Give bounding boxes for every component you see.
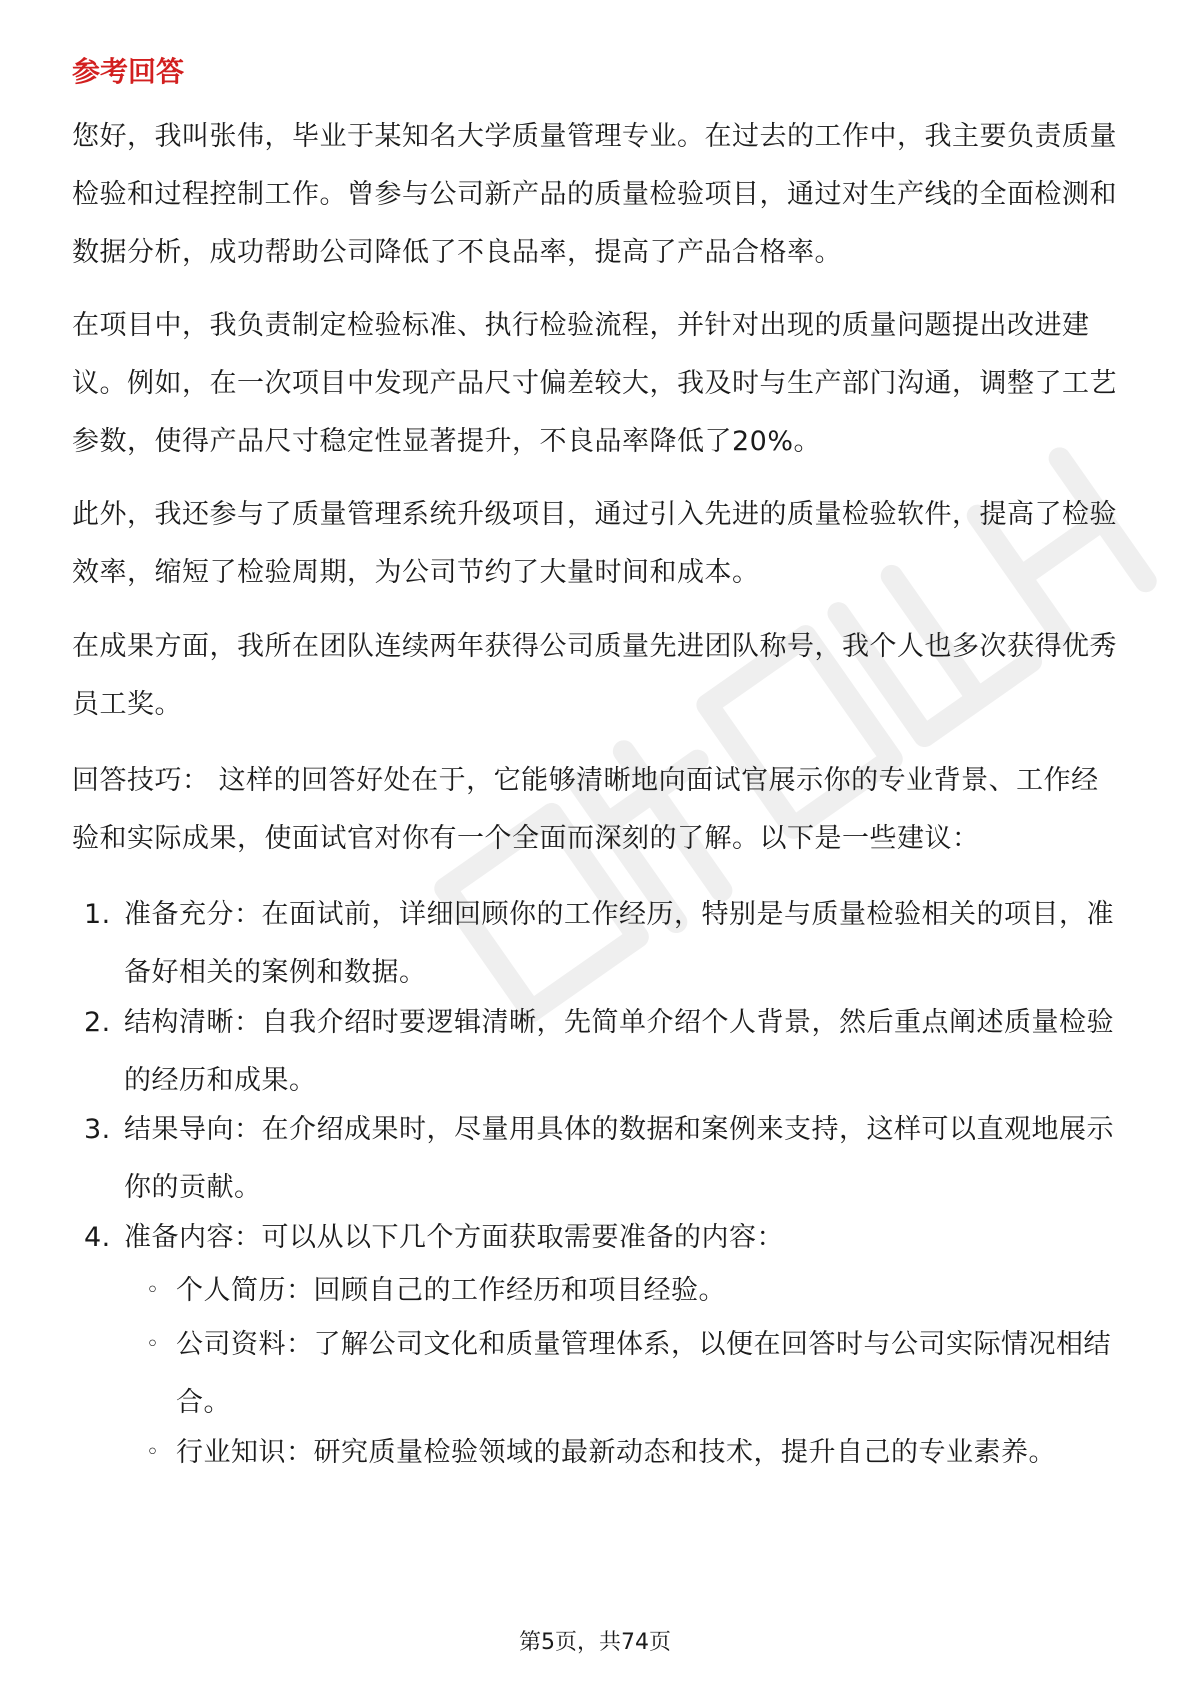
paragraph-project: 在项目中，我负责制定检验标准、执行检验流程，并针对出现的质量问题提出改进建议。例如，在一次项目中发现产品尺寸偏差较大，我及时与生产部门沟通，调整了工艺参数，使得产品尺寸稳定性显著提升，不良品率降低了20%。 bbox=[72, 310, 1117, 457]
list-text: 结果导向：在介绍成果时，尽量用具体的数据和案例来支持，这样可以直观地展示你的贡献。 bbox=[124, 1114, 1114, 1203]
list-number: 1. bbox=[84, 899, 111, 930]
list-number: 4. bbox=[84, 1222, 111, 1253]
bullet-icon: ◦ bbox=[146, 1278, 160, 1303]
list-number: 3. bbox=[84, 1114, 111, 1145]
list-text: 准备内容：可以从以下几个方面获取需要准备的内容： bbox=[124, 1222, 784, 1253]
section-heading: 参考回答 bbox=[72, 55, 185, 88]
list-number: 2. bbox=[84, 1007, 111, 1038]
list-text: 结构清晰：自我介绍时要逻辑清晰，先简单介绍个人背景，然后重点阐述质量检验的经历和成果。 bbox=[124, 1007, 1114, 1096]
paragraph-achievements: 在成果方面，我所在团队连续两年获得公司质量先进团队称号，我个人也多次获得优秀员工奖。 bbox=[72, 631, 1117, 720]
paragraph-answer-tips: 回答技巧： 这样的回答好处在于，它能够清晰地向面试官展示你的专业背景、工作经验和实际成果，使面试官对你有一个全面而深刻的了解。以下是一些建议： bbox=[72, 765, 1099, 854]
bullet-icon: ◦ bbox=[146, 1332, 160, 1357]
list-text: 准备充分：在面试前，详细回顾你的工作经历，特别是与质量检验相关的项目，准备好相关的案例和数据。 bbox=[124, 899, 1114, 988]
paragraph-intro: 您好，我叫张伟，毕业于某知名大学质量管理专业。在过去的工作中，我主要负责质量检验和过程控制工作。曾参与公司新产品的质量检验项目，通过对生产线的全面检测和数据分析，成功帮助公司降低了不良品率，提高了产品合格率。 bbox=[72, 121, 1117, 268]
sublist-text: 个人简历：回顾自己的工作经历和项目经验。 bbox=[176, 1275, 726, 1306]
bullet-icon: ◦ bbox=[146, 1440, 160, 1465]
sublist-text: 公司资料：了解公司文化和质量管理体系，以便在回答时与公司实际情况相结合。 bbox=[176, 1329, 1111, 1418]
paragraph-system-upgrade: 此外，我还参与了质量管理系统升级项目，通过引入先进的质量检验软件，提高了检验效率，缩短了检验周期，为公司节约了大量时间和成本。 bbox=[72, 499, 1117, 588]
page-number-footer: 第5页，共74页 bbox=[519, 1630, 671, 1655]
sublist-text: 行业知识：研究质量检验领域的最新动态和技术，提升自己的专业素养。 bbox=[176, 1437, 1056, 1468]
